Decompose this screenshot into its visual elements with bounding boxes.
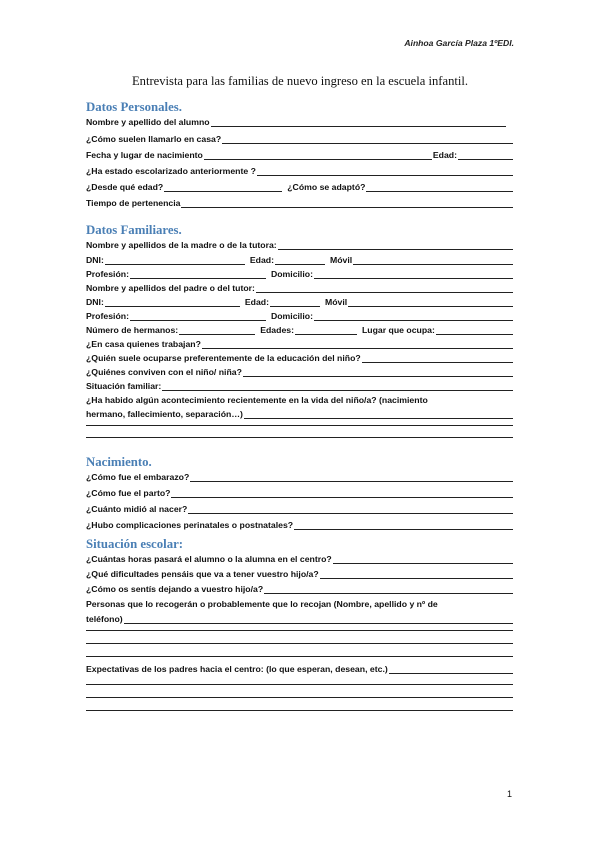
section-heading-family: Datos Familiares. xyxy=(86,223,182,237)
field-father-address[interactable] xyxy=(314,311,513,321)
field-student-name[interactable] xyxy=(211,117,506,127)
field-mother-dni[interactable] xyxy=(105,255,245,265)
field-complications[interactable] xyxy=(294,520,513,530)
blank-line-pickup-3[interactable] xyxy=(86,656,513,657)
label-birth-height: ¿Cuánto midió al nacer? xyxy=(86,504,188,514)
field-feel[interactable] xyxy=(264,584,513,594)
label-hours: ¿Cuántas horas pasará el alumno o la alumna en el centro? xyxy=(86,554,332,564)
field-adapted[interactable] xyxy=(366,182,513,192)
label-work: ¿En casa quienes trabajan? xyxy=(86,339,201,349)
label-mother-profession: Profesión: xyxy=(86,269,129,279)
field-situation[interactable] xyxy=(162,381,513,391)
label-education: ¿Quién suele ocuparse preferentemente de la educación del niño? xyxy=(86,353,361,363)
label-father-address: Domicilio: xyxy=(270,311,313,321)
section-heading-school: Situación escolar: xyxy=(86,537,184,551)
field-delivery[interactable] xyxy=(171,488,513,498)
row-living xyxy=(86,363,514,378)
field-father-age[interactable] xyxy=(270,297,320,307)
label-time: Tiempo de pertenencia xyxy=(86,198,181,208)
header-author: Ainhoa García Plaza 1ºEDI. xyxy=(404,38,514,48)
row-father xyxy=(86,279,514,294)
label-adapted: ¿Cómo se adaptó? xyxy=(287,182,366,192)
row-time xyxy=(86,194,514,209)
blank-line-expectations-1[interactable] xyxy=(86,684,513,685)
label-sibling-ages: Edades: xyxy=(260,325,294,335)
label-event-line2: hermano, fallecimiento, separación…) xyxy=(86,409,243,419)
field-since[interactable] xyxy=(164,182,282,192)
row-father-job xyxy=(86,307,514,322)
label-mother-age: Edad: xyxy=(249,255,274,265)
blank-line-event-2[interactable] xyxy=(86,437,513,438)
label-father-age: Edad: xyxy=(244,297,269,307)
row-called xyxy=(86,130,514,145)
row-since xyxy=(86,178,514,193)
field-education[interactable] xyxy=(362,353,513,363)
field-sibling-ages[interactable] xyxy=(295,325,357,335)
field-called[interactable] xyxy=(222,134,513,144)
row-complications xyxy=(86,516,514,531)
label-schooled: ¿Ha estado escolarizado anteriormente ? xyxy=(86,166,256,176)
field-place[interactable] xyxy=(436,325,513,335)
label-father: Nombre y apellidos del padre o del tutor: xyxy=(86,283,255,293)
row-mother-job xyxy=(86,265,514,280)
field-pickup[interactable] xyxy=(124,614,513,624)
field-expectations[interactable] xyxy=(389,664,513,674)
row-expectations xyxy=(86,660,514,675)
row-schooled xyxy=(86,162,514,177)
row-hours xyxy=(86,550,514,565)
field-father-mobile[interactable] xyxy=(348,297,513,307)
label-difficulties: ¿Qué dificultades pensáis que va a tener vuestro hijo/a? xyxy=(86,569,319,579)
blank-line-expectations-3[interactable] xyxy=(86,710,513,711)
row-education xyxy=(86,349,514,364)
label-mother-mobile: Móvil xyxy=(330,255,353,265)
blank-line-pickup-2[interactable] xyxy=(86,643,513,644)
field-hours[interactable] xyxy=(333,554,513,564)
field-birth[interactable] xyxy=(204,150,432,160)
field-mother[interactable] xyxy=(278,240,513,250)
label-feel: ¿Cómo os sentís dejando a vuestro hijo/a? xyxy=(86,584,264,594)
row-siblings xyxy=(86,321,514,336)
label-place: Lugar que ocupa: xyxy=(362,325,435,335)
label-situation: Situación familiar: xyxy=(86,381,162,391)
label-expectations: Expectativas de los padres hacia el centro: (lo que esperan, desean, etc.) xyxy=(86,664,388,674)
row-delivery xyxy=(86,484,514,499)
label-father-dni: DNI: xyxy=(86,297,104,307)
row-student-name xyxy=(86,113,514,128)
field-time[interactable] xyxy=(181,198,513,208)
field-difficulties[interactable] xyxy=(320,569,513,579)
label-pickup-line2: teléfono) xyxy=(86,614,123,624)
row-father-ids xyxy=(86,293,514,308)
blank-line-pickup-1[interactable] xyxy=(86,630,513,631)
label-student-name: Nombre y apellido del alumno xyxy=(86,117,210,127)
blank-line-event-1[interactable] xyxy=(86,425,513,426)
row-mother xyxy=(86,236,514,251)
field-mother-profession[interactable] xyxy=(130,269,266,279)
label-siblings: Número de hermanos: xyxy=(86,325,179,335)
field-mother-age[interactable] xyxy=(275,255,325,265)
field-mother-mobile[interactable] xyxy=(353,255,513,265)
field-father[interactable] xyxy=(256,283,513,293)
field-father-dni[interactable] xyxy=(105,297,240,307)
row-birth xyxy=(86,146,514,161)
field-birth-height[interactable] xyxy=(188,504,513,514)
label-event-line1: ¿Ha habido algún acontecimiento recientemente en la vida del niño/a? (nacimiento xyxy=(86,395,428,405)
label-pickup-line1: Personas que lo recogerán o probablemente que lo recojan (Nombre, apellido y nº de xyxy=(86,599,438,609)
row-pickup-line1 xyxy=(86,595,514,610)
field-siblings[interactable] xyxy=(179,325,255,335)
page-title: Entrevista para las familias de nuevo ingreso en la escuela infantil. xyxy=(131,74,469,88)
label-mother: Nombre y apellidos de la madre o de la tutora: xyxy=(86,240,277,250)
label-since: ¿Desde qué edad? xyxy=(86,182,164,192)
field-event[interactable] xyxy=(244,409,513,419)
label-father-mobile: Móvil xyxy=(325,297,348,307)
label-father-profession: Profesión: xyxy=(86,311,129,321)
row-birth-height xyxy=(86,500,514,515)
label-pregnancy: ¿Cómo fue el embarazo? xyxy=(86,472,190,482)
label-birth: Fecha y lugar de nacimiento xyxy=(86,150,203,160)
blank-line-expectations-2[interactable] xyxy=(86,697,513,698)
page-number: 1 xyxy=(507,789,513,799)
field-age[interactable] xyxy=(458,150,513,160)
section-heading-personal: Datos Personales. xyxy=(86,100,182,114)
row-situation xyxy=(86,377,514,392)
row-feel xyxy=(86,580,514,595)
label-age: Edad: xyxy=(432,150,457,160)
field-work[interactable] xyxy=(202,339,513,349)
field-father-profession[interactable] xyxy=(130,311,266,321)
row-pregnancy xyxy=(86,468,514,483)
row-mother-ids xyxy=(86,251,514,266)
row-work xyxy=(86,335,514,350)
row-event-line2 xyxy=(86,405,514,420)
field-living[interactable] xyxy=(243,367,513,377)
label-mother-address: Domicilio: xyxy=(270,269,313,279)
row-event-line1 xyxy=(86,391,514,406)
field-schooled[interactable] xyxy=(257,166,513,176)
row-difficulties xyxy=(86,565,514,580)
label-complications: ¿Hubo complicaciones perinatales o postnatales? xyxy=(86,520,294,530)
label-delivery: ¿Cómo fue el parto? xyxy=(86,488,171,498)
section-heading-birth: Nacimiento. xyxy=(86,455,152,469)
field-mother-address[interactable] xyxy=(314,269,513,279)
label-called: ¿Cómo suelen llamarlo en casa? xyxy=(86,134,222,144)
label-living: ¿Quiénes conviven con el niño/ niña? xyxy=(86,367,242,377)
label-mother-dni: DNI: xyxy=(86,255,104,265)
field-pregnancy[interactable] xyxy=(190,472,513,482)
row-pickup-line2 xyxy=(86,610,514,625)
